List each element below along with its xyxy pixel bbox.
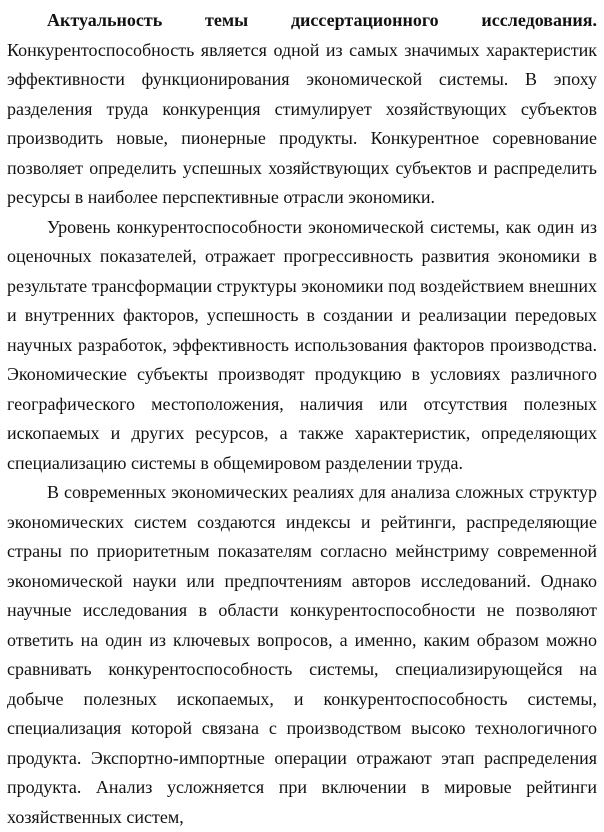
paragraph-2: Уровень конкурентоспособности экономической системы, как один из оценочных показателей, отражает прогрессивность развития экономики в результате трансформации структуры экономики под воздействием внешних и внутренних факторов, успешность в создании и реализации передовых научных разработок, эффективность использования факторов производства. Экономические субъекты производят продукцию в условиях различного географического местоположения, наличия или отсутствия полезных ископаемых и других ресурсов, а также характеристик, определяющих специализацию системы в общемировом разделении труда. [7,216,597,473]
paragraph-3: В современных экономических реалиях для анализа сложных структур экономических систем создаются индексы и рейтинги, распределяющие страны по приоритетным показателям согласно мейнстриму современной экономической науки или предпочтениям авторов исследований. Однако научные исследования в области конкурентоспособности не позволяют ответить на один из ключевых вопросов, а именно, каким образом можно сравнивать конкурентоспособность системы, специализирующейся на добыче полезных ископаемых, и конкурентоспособность системы, специализация которой связана с производством высоко технологичного продукта. Экспортно-импортные операции отражают этап распределения продукта. Анализ усложняется при включении в мировые рейтинги хозяйственных систем, [7,482,597,827]
paragraph-1-text: Конкурентоспособность является одной из самых значимых характеристик эффективности функционирования экономической системы. В эпоху разделения труда конкуренция стимулирует хозяйствующих субъектов производить новые, пионерные продукты. Конкурентное соревнование позволяет определить успешных хозяйствующих субъектов и распределить ресурсы в наиболее перспективные отрасли экономики. [7,39,597,207]
section-heading: Актуальность темы диссертационного исследования. [47,10,597,30]
intro-paragraph [7,6,597,213]
document-page [7,6,597,832]
